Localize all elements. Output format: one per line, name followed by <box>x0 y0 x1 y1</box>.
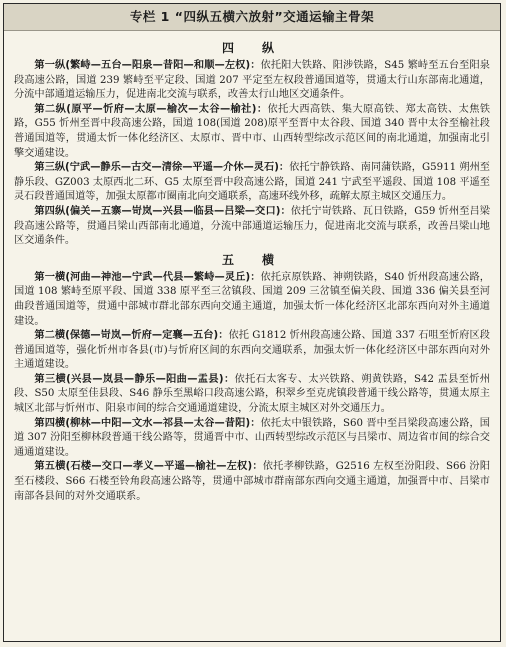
item-heading: 第四纵(偏关—五寨—岢岚—兴县—临县—吕梁—交口)： <box>34 205 291 217</box>
item-body: 依托阳大铁路、阳涉铁路，S45 繁峙至五台至阳泉段高速公路，国道 239 繁峙至平定段、国道 207 平定至左权段普通国道等，贯通太行山东部南北通道，分流中部通道运输压力，促进南北交流与联系，改善太行山地区交通条件。 <box>14 60 490 101</box>
item-paragraph <box>14 271 490 329</box>
item-paragraph <box>14 373 490 417</box>
item-heading: 第二纵(原平—忻府—太原—榆次—太谷—榆社)： <box>34 103 268 115</box>
item-body: 依托宁岢铁路、瓦日铁路，G59 忻州至吕梁段高速公路等，贯通吕梁山西部南北通道，分流中部通道运输压力，促进南北交流与联系，改善吕梁山地区交通条件。 <box>14 205 490 247</box>
item-heading: 第四横(柳林—中阳—文水—祁县—太谷—昔阳)： <box>34 417 261 429</box>
item-paragraph <box>14 59 490 103</box>
sidebar-box <box>3 3 501 642</box>
item-paragraph <box>14 205 490 249</box>
box-content <box>4 31 500 504</box>
item-paragraph <box>14 460 490 504</box>
item-body: 依托大西高铁、集大原高铁、郑太高铁、太焦铁路，G55 忻州至晋中段高速公路，国道 108(国道 208)原平至晋中太谷段、国道 340 晋中太谷至榆社段普通国道等，贯通太忻一体化经济区、太原市、晋中市、山西转型综改示范区间的南北通道，加强南北引擎交通建设。 <box>14 103 491 159</box>
item-body: 依托太中银铁路，S60 晋中至吕梁段高速公路，国道 307 汾阳至柳林段普通干线公路等，贯通晋中市、山西转型综改示范区与吕梁市、周边省市间的综合交通通道建设。 <box>14 417 490 458</box>
item-paragraph <box>14 161 490 205</box>
box-title: 专栏 1 “四纵五横六放射”交通运输主骨架 <box>4 4 500 31</box>
item-heading: 第一横(河曲—神池—宁武—代县—繁峙—灵丘)： <box>34 271 261 283</box>
item-paragraph <box>14 329 490 373</box>
item-heading: 第五横(石楼—交口—孝义—平遥—榆社—左权)： <box>34 461 263 473</box>
item-heading: 第二横(保德—岢岚—忻府—定襄—五台)： <box>34 330 229 342</box>
item-heading: 第三纵(宁武—静乐—古交—清徐—平遥—介休—灵石)： <box>34 162 290 174</box>
item-body: 依托孝柳铁路，G2516 左权至汾阳段、S66 汾阳至石楼段、S66 石楼至铃角段高速公路等，贯通中部城市群南部东西向交通主通道，加强晋中市、吕梁市南部各县间的对外交通联系。 <box>14 461 491 502</box>
section-heading-horizontal: 五 横 <box>221 252 282 267</box>
item-body: 依托石太客专、太兴铁路、朔黄铁路，S42 盂县至忻州段、S50 太原至佳县段、S46 静乐至黑峪口段高速公路，积翠乡至克虎镇段普通干线公路等，贯通太原主城区北部与忻州市、阳泉市间的综合交通通道建设，分流太原主城区对外交通压力。 <box>14 373 490 415</box>
item-body: 依托京原铁路、神朔铁路，S40 忻州段高速公路，国道 108 繁峙至原平段、国道 338 原平至三岔镇段、国道 209 三岔镇至偏关段、国道 336 偏关县至河曲段普通国道等，贯通中部城市群北部东西向交通主通道，加强太忻一体化经济区北部东西向对外主通道建设。 <box>14 271 490 327</box>
item-paragraph <box>14 103 490 161</box>
item-paragraph <box>14 417 490 461</box>
item-heading: 第一纵(繁峙—五台—阳泉—昔阳—和顺—左权)： <box>34 60 261 71</box>
item-body: 依托宁静铁路、南同蒲铁路，G5911 朔州至静乐段、GZ003 太原西北二环、G5 太原至晋中段高速公路，国道 241 宁武至平遥段、国道 108 平遥至灵石段普通国道等，加强太原都市圈南北向交通联系，高速环线外移，疏解太原主城区交通压力。 <box>14 162 490 203</box>
item-heading: 第三横(兴县—岚县—静乐—阳曲—盂县)： <box>34 373 235 385</box>
section-heading-vertical: 四 纵 <box>221 41 282 55</box>
item-body: 依托 G1812 忻州段高速公路、国道 337 石咀至忻府区段普通国道等，强化忻州市各县(市)与忻府区间的东西向交通联系，加强太忻一体化经济区中部东西向对外主通道建设。 <box>14 330 490 371</box>
